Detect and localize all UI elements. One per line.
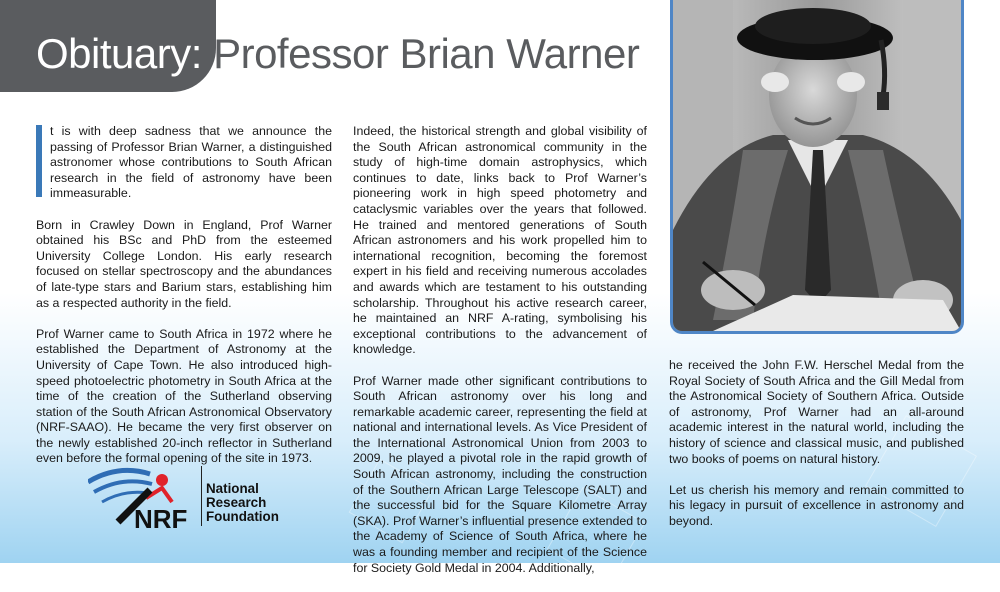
- lead-text: t is with deep sadness that we announce the passing of Professor Brian Warner, a distinguished astronomer whose contributions to South African research in the field of astronomy have been immeasurable.: [50, 124, 332, 201]
- portrait-illustration: [673, 0, 961, 331]
- page-title: [36, 28, 639, 80]
- logo-wordmark: [206, 482, 279, 524]
- title-name: Professor Brian Warner: [213, 30, 640, 77]
- text-column-2: [353, 124, 647, 592]
- logo-divider: [201, 466, 202, 526]
- nrf-logo: [88, 462, 288, 532]
- logo-line: Foundation: [206, 509, 279, 524]
- paragraph: Prof Warner came to South Africa in 1972 where he established the Department of Astronomy at the University of Cape Town. He also introduced high-speed photoelectric photometry in South Africa at the time of the creation of the Sutherland observing station of the South African Astronomical Observatory (NRF-SAAO). He became the very first observer on the newly established 20-inch reflector in Sutherland even before the formal opening of the site in 1973.: [36, 326, 332, 466]
- paragraph: Let us cherish his memory and remain committed to his legacy in pursuit of excellence in astronomy and beyond.: [669, 482, 964, 528]
- nrf-mark-text: NRF: [134, 504, 188, 532]
- title-prefix: Obituary:: [36, 30, 202, 77]
- paragraph: Born in Crawley Down in England, Prof Warner obtained his BSc and PhD from the esteemed University College London. His early research focused on stellar spectroscopy and the abundances of late-type stars and Barium stars, establishing him as a respected authority in the field.: [36, 217, 332, 310]
- paragraph: Prof Warner made other significant contributions to South African astronomy over his long and remarkable academic career, representing the field at national and international levels. As Vice President of the International Astronomical Union from 2003 to 2009, he played a pivotal role in the rapid growth of South African astronomy, including the construction of the Southern African Large Telescope (SALT) and the successful bid for the Square Kilometre Array (SKA). Prof Warner’s influential presence extended to the Academy of Science of South Africa, where he was a founding member and recipient of the Science for Society Gold Medal in 2004. Additionally,: [353, 373, 647, 575]
- logo-line: National: [206, 481, 259, 496]
- portrait-photo: [670, 0, 964, 334]
- text-column-1: [36, 124, 332, 483]
- paragraph: Indeed, the historical strength and global visibility of the South African astronomical community in the study of high-time domain astrophysics, which continues to date, links back to Prof Warner’s pioneering work in high speed photometry and cataclysmic variables over the years that followed. He trained and mentored generations of South African astronomers and his work propelled him to international recognition, becoming the foremost expert in his field and receiving numerous accolades and awards which are testament to his outstanding scholarship. Throughout his active research career, he maintained an NRF A-rating, symbolising his exceptional contributions to the advancement of knowledge.: [353, 124, 647, 357]
- drop-cap-bar: [36, 125, 42, 197]
- lead-paragraph: [36, 124, 332, 202]
- logo-line: Research: [206, 495, 267, 510]
- nrf-logo-mark: [88, 462, 200, 532]
- paragraph: he received the John F.W. Herschel Medal from the Royal Society of South Africa and the Gill Medal from the Astronomical Society of Southern Africa. Outside of astronomy, Prof Warner had an all-around academic interest in the natural world, including the history of science and classical music, and published two books of poems on natural history.: [669, 358, 964, 466]
- text-column-3: [669, 358, 964, 545]
